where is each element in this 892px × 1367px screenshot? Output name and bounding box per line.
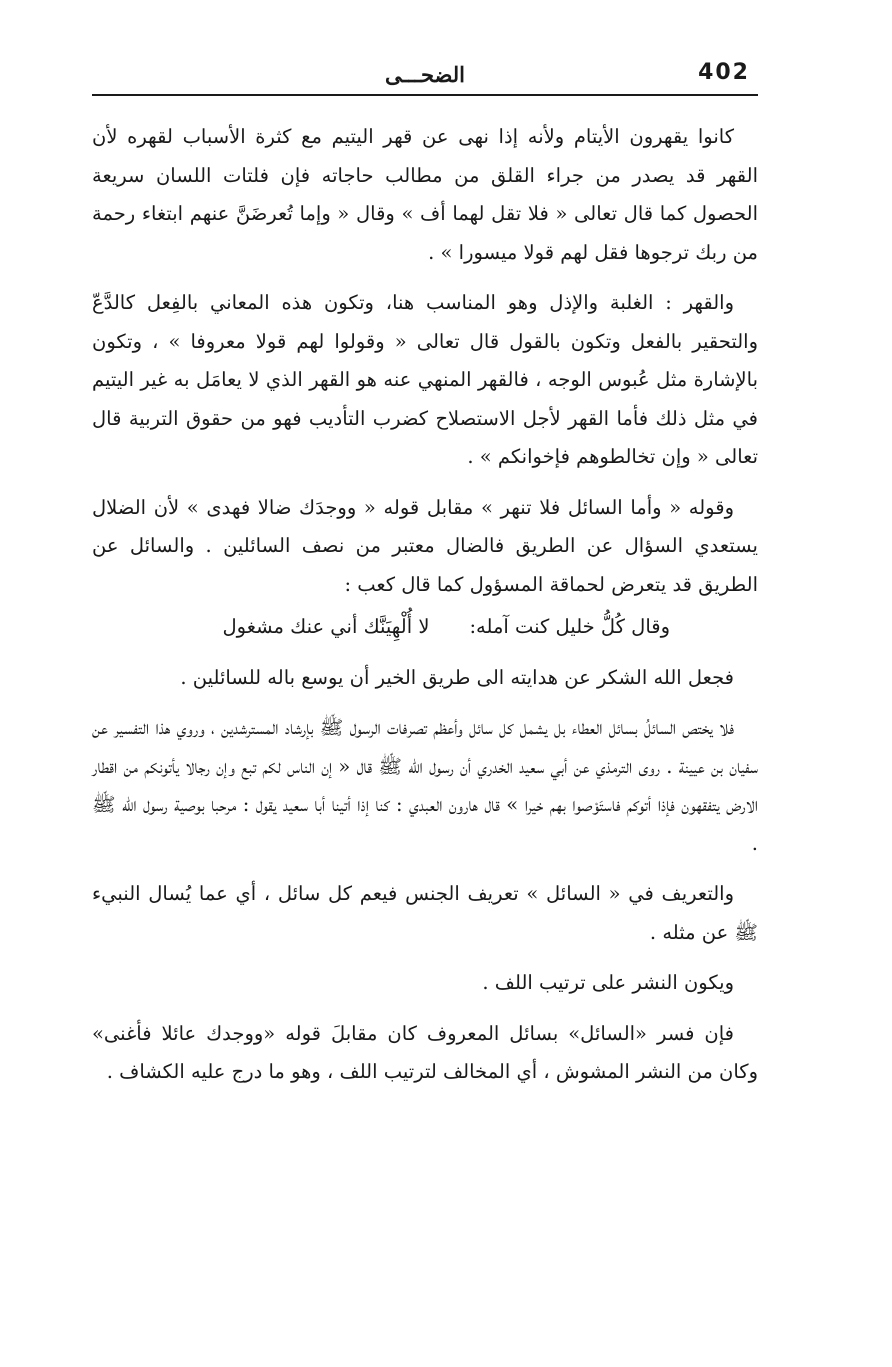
page-header — [92, 56, 758, 96]
paragraph-3: وقوله « وأما السائل فلا تنهر » مقابل قوله « ووجدَك ضالا فهدى » لأن الضلال يستعدي السؤال عن الطريق فالضال معتبر من نصف السائلين . والسائل عن الطريق قد يتعرض لحماقة المسؤول كما قال كعب : — [92, 495, 758, 596]
paragraph-5: فلا يختص السائلُ بسائل العطاء بل يشمل كل سائل وأعظم تصرفات الرسول ﷺ بإرشاد المسترشدين ، وروي هذا التفسير عن سفيان بن عيينة . روى الترمذي عن أبي سعيد الخدري أن رسول الله ﷺ قال « إن الناس لكم تبع وإن رجالا يأتونكم من اقطار الارض يتفقهون فإذا أتوكم فاستَوْصوا بهم خيرا » قال هارون العبدي : كنا إذا أتينا أبا سعيد يقول : مرحبا بوصية رسول الله ﷺ . — [92, 716, 758, 855]
paragraph-1: كانوا يقهرون الأيتام ولأنه إذا نهى عن قهر اليتيم مع كثرة الأسباب لقهره لأن القهر قد يصدر من جراء القلق من مطالب حاجاته فإن فلتات اللسان سريعة الحصول كما قال تعالى « فلا تقل لهما أف » وقال « وإما تُعرضَنَّ عنهم ابتغاء رحمة من ربك ترجوها فقل لهم قولا ميسورا » . — [92, 125, 758, 264]
surah-title: الضحـــى — [385, 62, 465, 87]
paragraph-2: والقهر : الغلبة والإذل وهو المناسب هنا، وتكون هذه المعاني بالفِعل كالدَّعّ والتحقير بالفعل وتكون بالقول قال تعالى « وقولوا لهم قولا معروفا » ، وتكون بالإشارة مثل عُبوس الوجه ، فالقهر المنهي عنه هو القهر الذي لا يعامَل به غير اليتيم في مثل ذلك فأما القهر لأجل الاستصلاح كضرب التأديب فهو من حقوق التربية قال تعالى « وإن تخالطوهم فإخوانكم » . — [92, 291, 758, 468]
paragraph-8: فإن فسر «السائل» بسائل المعروف كان مقابلَ قوله «ووجدك عائلا فأغنى» وكان من النشر المشوش ، أي المخالف لترتيب اللف ، وهو ما درج عليه الكشاف . — [92, 1021, 758, 1083]
page-body — [92, 118, 758, 1092]
verse-second-hemistich: لا أُلْهِيَنَّك أني عنك مشغول — [222, 615, 430, 638]
book-page — [92, 56, 758, 1104]
verse-first-hemistich: وقال كُلُّ خليل كنت آمله: — [469, 615, 670, 638]
paragraph-7: ويكون النشر على ترتيب اللف . — [482, 971, 734, 994]
paragraph-4: فجعل الله الشكر عن هدايته الى طريق الخير أن يوسع باله للسائلين . — [180, 665, 734, 689]
poetry-verse — [92, 608, 758, 647]
paragraph-6: والتعريف في « السائل » تعريف الجنس فيعم كل سائل ، أي عما يُسال النبيء ﷺ عن مثله . — [92, 882, 758, 944]
page-number: 402 — [698, 60, 750, 85]
